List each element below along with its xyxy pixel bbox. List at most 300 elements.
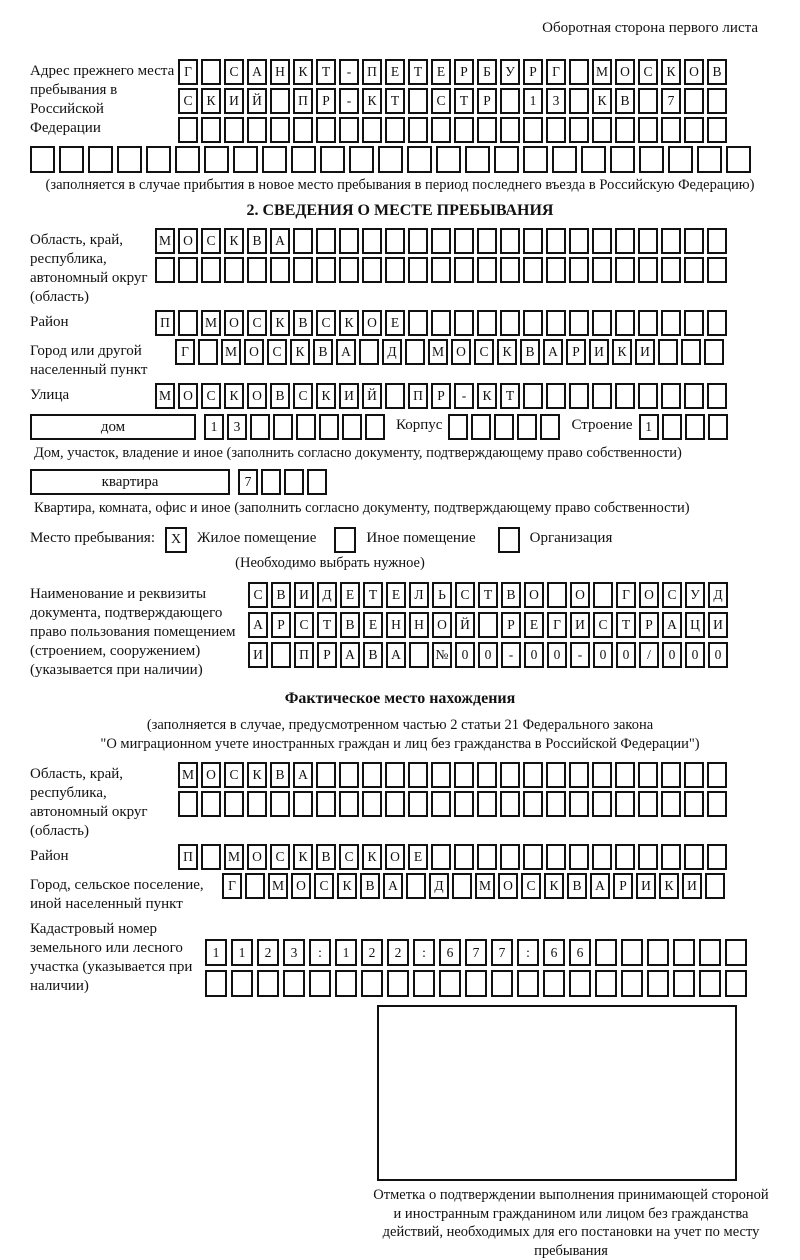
char-box[interactable]	[385, 228, 405, 254]
char-box[interactable]: Р	[523, 59, 543, 85]
char-box[interactable]: П	[294, 642, 314, 668]
char-box[interactable]: В	[313, 339, 333, 365]
char-box[interactable]: О	[247, 844, 267, 870]
char-box[interactable]	[615, 117, 635, 143]
char-box[interactable]	[271, 642, 291, 668]
char-box[interactable]: И	[636, 873, 656, 899]
char-box[interactable]	[178, 310, 198, 336]
char-box[interactable]: С	[178, 88, 198, 114]
char-box[interactable]: С	[474, 339, 494, 365]
char-box[interactable]: А	[662, 612, 682, 638]
char-box[interactable]	[684, 762, 704, 788]
char-box[interactable]: :	[413, 939, 435, 966]
char-box[interactable]	[500, 228, 520, 254]
char-box[interactable]: С	[270, 844, 290, 870]
char-box[interactable]	[684, 383, 704, 409]
char-box[interactable]	[592, 228, 612, 254]
char-box[interactable]	[658, 339, 678, 365]
char-box[interactable]	[339, 117, 359, 143]
char-box[interactable]	[569, 88, 589, 114]
char-box[interactable]: Д	[382, 339, 402, 365]
char-box[interactable]: Й	[362, 383, 382, 409]
char-box[interactable]: -	[501, 642, 521, 668]
char-box[interactable]: Д	[708, 582, 728, 608]
char-box[interactable]: Й	[247, 88, 267, 114]
char-box[interactable]: Г	[178, 59, 198, 85]
char-box[interactable]	[436, 146, 461, 173]
char-box[interactable]	[477, 791, 497, 817]
char-box[interactable]: 0	[662, 642, 682, 668]
char-box[interactable]	[178, 117, 198, 143]
char-box[interactable]: :	[309, 939, 331, 966]
char-box[interactable]: С	[224, 762, 244, 788]
char-box[interactable]	[638, 88, 658, 114]
char-box[interactable]: С	[314, 873, 334, 899]
char-box[interactable]	[245, 873, 265, 899]
char-box[interactable]	[431, 310, 451, 336]
char-box[interactable]	[408, 117, 428, 143]
char-box[interactable]: В	[360, 873, 380, 899]
char-box[interactable]	[431, 844, 451, 870]
char-box[interactable]	[339, 228, 359, 254]
char-box[interactable]	[523, 117, 543, 143]
char-box[interactable]: В	[567, 873, 587, 899]
char-box[interactable]	[581, 146, 606, 173]
char-box[interactable]	[523, 844, 543, 870]
char-box[interactable]	[362, 257, 382, 283]
char-box[interactable]: -	[339, 88, 359, 114]
char-box[interactable]: В	[340, 612, 360, 638]
char-box[interactable]: О	[247, 383, 267, 409]
char-box[interactable]: Н	[386, 612, 406, 638]
char-box[interactable]: О	[178, 228, 198, 254]
char-box[interactable]: Г	[547, 612, 567, 638]
char-box[interactable]	[270, 257, 290, 283]
char-box[interactable]	[546, 310, 566, 336]
char-box[interactable]	[378, 146, 403, 173]
char-box[interactable]: 0	[547, 642, 567, 668]
char-box[interactable]	[684, 844, 704, 870]
char-box[interactable]	[523, 228, 543, 254]
char-box[interactable]	[155, 257, 175, 283]
char-box[interactable]: В	[316, 844, 336, 870]
char-box[interactable]: К	[201, 88, 221, 114]
char-box[interactable]	[339, 762, 359, 788]
checkbox-residential[interactable]: X	[165, 527, 187, 553]
char-box[interactable]	[284, 469, 304, 495]
char-box[interactable]	[454, 844, 474, 870]
char-box[interactable]: М	[178, 762, 198, 788]
char-box[interactable]: П	[362, 59, 382, 85]
char-box[interactable]: С	[455, 582, 475, 608]
char-box[interactable]	[569, 383, 589, 409]
char-box[interactable]: Е	[524, 612, 544, 638]
char-box[interactable]	[621, 939, 643, 966]
char-box[interactable]: Т	[454, 88, 474, 114]
char-box[interactable]	[204, 146, 229, 173]
char-box[interactable]: Т	[363, 582, 383, 608]
char-box[interactable]: 3	[546, 88, 566, 114]
char-box[interactable]	[615, 310, 635, 336]
char-box[interactable]	[409, 642, 429, 668]
char-box[interactable]	[684, 791, 704, 817]
char-box[interactable]: С	[224, 59, 244, 85]
char-box[interactable]: В	[270, 383, 290, 409]
char-box[interactable]	[262, 146, 287, 173]
char-box[interactable]	[431, 791, 451, 817]
char-box[interactable]	[250, 414, 270, 440]
char-box[interactable]	[231, 970, 253, 997]
char-box[interactable]: П	[178, 844, 198, 870]
char-box[interactable]	[546, 791, 566, 817]
char-box[interactable]: 7	[491, 939, 513, 966]
char-box[interactable]: С	[248, 582, 268, 608]
char-box[interactable]: Г	[616, 582, 636, 608]
char-box[interactable]: В	[707, 59, 727, 85]
char-box[interactable]	[638, 310, 658, 336]
char-box[interactable]: И	[224, 88, 244, 114]
char-box[interactable]	[725, 970, 747, 997]
char-box[interactable]	[661, 117, 681, 143]
char-box[interactable]: С	[267, 339, 287, 365]
char-box[interactable]: В	[363, 642, 383, 668]
char-box[interactable]: В	[615, 88, 635, 114]
char-box[interactable]	[684, 310, 704, 336]
char-box[interactable]	[517, 414, 537, 440]
char-box[interactable]	[320, 146, 345, 173]
char-box[interactable]	[523, 146, 548, 173]
char-box[interactable]: Г	[222, 873, 242, 899]
char-box[interactable]: П	[293, 88, 313, 114]
char-box[interactable]: О	[524, 582, 544, 608]
checkbox-organization[interactable]	[498, 527, 520, 553]
char-box[interactable]	[201, 257, 221, 283]
char-box[interactable]: Г	[175, 339, 195, 365]
char-box[interactable]	[569, 59, 589, 85]
char-box[interactable]	[224, 117, 244, 143]
char-box[interactable]: О	[432, 612, 452, 638]
char-box[interactable]: В	[293, 310, 313, 336]
char-box[interactable]	[270, 791, 290, 817]
char-box[interactable]: Е	[386, 582, 406, 608]
char-box[interactable]	[500, 117, 520, 143]
char-box[interactable]	[335, 970, 357, 997]
char-box[interactable]: М	[221, 339, 241, 365]
char-box[interactable]: К	[337, 873, 357, 899]
char-box[interactable]	[569, 228, 589, 254]
char-box[interactable]	[500, 257, 520, 283]
char-box[interactable]	[523, 383, 543, 409]
char-box[interactable]	[638, 844, 658, 870]
char-box[interactable]	[523, 310, 543, 336]
char-box[interactable]	[500, 762, 520, 788]
char-box[interactable]: К	[316, 383, 336, 409]
char-box[interactable]	[359, 339, 379, 365]
char-box[interactable]	[543, 970, 565, 997]
char-box[interactable]	[309, 970, 331, 997]
char-box[interactable]	[638, 228, 658, 254]
char-box[interactable]: К	[659, 873, 679, 899]
char-box[interactable]: Р	[613, 873, 633, 899]
char-box[interactable]: К	[497, 339, 517, 365]
char-box[interactable]	[175, 146, 200, 173]
char-box[interactable]: Б	[477, 59, 497, 85]
char-box[interactable]: Р	[566, 339, 586, 365]
char-box[interactable]: Т	[408, 59, 428, 85]
char-box[interactable]	[638, 383, 658, 409]
char-box[interactable]	[349, 146, 374, 173]
char-box[interactable]: К	[224, 383, 244, 409]
char-box[interactable]	[477, 117, 497, 143]
char-box[interactable]	[385, 117, 405, 143]
char-box[interactable]	[283, 970, 305, 997]
char-box[interactable]	[668, 146, 693, 173]
char-box[interactable]	[523, 791, 543, 817]
char-box[interactable]	[707, 257, 727, 283]
char-box[interactable]: К	[477, 383, 497, 409]
char-box[interactable]: С	[201, 383, 221, 409]
char-box[interactable]: А	[336, 339, 356, 365]
char-box[interactable]: Т	[316, 59, 336, 85]
char-box[interactable]	[431, 762, 451, 788]
char-box[interactable]	[595, 970, 617, 997]
char-box[interactable]	[406, 873, 426, 899]
char-box[interactable]: М	[224, 844, 244, 870]
char-box[interactable]: О	[498, 873, 518, 899]
char-box[interactable]: 1	[639, 414, 659, 440]
char-box[interactable]: И	[248, 642, 268, 668]
char-box[interactable]: К	[270, 310, 290, 336]
char-box[interactable]: Р	[317, 642, 337, 668]
char-box[interactable]	[362, 117, 382, 143]
char-box[interactable]	[615, 762, 635, 788]
char-box[interactable]	[452, 873, 472, 899]
char-box[interactable]	[661, 228, 681, 254]
char-box[interactable]: 0	[708, 642, 728, 668]
char-box[interactable]	[361, 970, 383, 997]
char-box[interactable]: Р	[501, 612, 521, 638]
char-box[interactable]: Т	[317, 612, 337, 638]
char-box[interactable]	[477, 228, 497, 254]
char-box[interactable]	[705, 873, 725, 899]
char-box[interactable]	[661, 383, 681, 409]
char-box[interactable]	[465, 146, 490, 173]
char-box[interactable]	[569, 762, 589, 788]
char-box[interactable]	[407, 146, 432, 173]
char-box[interactable]: Р	[477, 88, 497, 114]
char-box[interactable]	[592, 791, 612, 817]
char-box[interactable]	[704, 339, 724, 365]
char-box[interactable]	[569, 791, 589, 817]
char-box[interactable]: Е	[340, 582, 360, 608]
char-box[interactable]: Т	[478, 582, 498, 608]
char-box[interactable]: Р	[271, 612, 291, 638]
char-box[interactable]	[316, 257, 336, 283]
char-box[interactable]	[621, 970, 643, 997]
char-box[interactable]: С	[521, 873, 541, 899]
char-box[interactable]	[707, 383, 727, 409]
char-box[interactable]: К	[293, 59, 313, 85]
char-box[interactable]	[316, 791, 336, 817]
char-box[interactable]	[661, 791, 681, 817]
char-box[interactable]: 2	[387, 939, 409, 966]
char-box[interactable]	[465, 970, 487, 997]
char-box[interactable]	[707, 791, 727, 817]
char-box[interactable]	[684, 228, 704, 254]
char-box[interactable]: О	[224, 310, 244, 336]
char-box[interactable]: А	[293, 762, 313, 788]
char-box[interactable]: М	[428, 339, 448, 365]
char-box[interactable]	[546, 117, 566, 143]
char-box[interactable]	[707, 844, 727, 870]
char-box[interactable]: 1	[204, 414, 224, 440]
char-box[interactable]: 1	[523, 88, 543, 114]
char-box[interactable]	[615, 791, 635, 817]
char-box[interactable]: М	[155, 228, 175, 254]
char-box[interactable]	[500, 310, 520, 336]
char-box[interactable]: И	[339, 383, 359, 409]
char-box[interactable]	[517, 970, 539, 997]
char-box[interactable]	[707, 762, 727, 788]
char-box[interactable]: О	[178, 383, 198, 409]
char-box[interactable]	[316, 228, 336, 254]
char-box[interactable]: Т	[385, 88, 405, 114]
char-box[interactable]	[471, 414, 491, 440]
char-box[interactable]	[454, 762, 474, 788]
char-box[interactable]: С	[293, 383, 313, 409]
char-box[interactable]: С	[638, 59, 658, 85]
char-box[interactable]: И	[708, 612, 728, 638]
char-box[interactable]: Р	[454, 59, 474, 85]
char-box[interactable]: -	[339, 59, 359, 85]
char-box[interactable]: У	[500, 59, 520, 85]
char-box[interactable]: С	[662, 582, 682, 608]
char-box[interactable]	[59, 146, 84, 173]
char-box[interactable]: И	[589, 339, 609, 365]
char-box[interactable]: А	[270, 228, 290, 254]
char-box[interactable]	[673, 970, 695, 997]
char-box[interactable]: 7	[238, 469, 258, 495]
char-box[interactable]: М	[475, 873, 495, 899]
char-box[interactable]: О	[615, 59, 635, 85]
char-box[interactable]	[547, 582, 567, 608]
char-box[interactable]	[494, 414, 514, 440]
char-box[interactable]: -	[454, 383, 474, 409]
char-box[interactable]: 0	[593, 642, 613, 668]
char-box[interactable]: О	[244, 339, 264, 365]
char-box[interactable]: Д	[429, 873, 449, 899]
char-box[interactable]: 2	[361, 939, 383, 966]
char-box[interactable]: О	[684, 59, 704, 85]
char-box[interactable]: И	[635, 339, 655, 365]
char-box[interactable]: К	[362, 844, 382, 870]
char-box[interactable]	[639, 146, 664, 173]
char-box[interactable]	[178, 257, 198, 283]
char-box[interactable]	[408, 791, 428, 817]
char-box[interactable]: Р	[316, 88, 336, 114]
char-box[interactable]	[491, 970, 513, 997]
char-box[interactable]: В	[520, 339, 540, 365]
char-box[interactable]: Н	[270, 59, 290, 85]
char-box[interactable]	[500, 791, 520, 817]
char-box[interactable]: 6	[439, 939, 461, 966]
char-box[interactable]	[247, 117, 267, 143]
char-box[interactable]	[198, 339, 218, 365]
char-box[interactable]: С	[339, 844, 359, 870]
char-box[interactable]: А	[247, 59, 267, 85]
char-box[interactable]	[569, 844, 589, 870]
char-box[interactable]	[638, 257, 658, 283]
char-box[interactable]	[684, 257, 704, 283]
char-box[interactable]	[477, 844, 497, 870]
char-box[interactable]: К	[544, 873, 564, 899]
char-box[interactable]	[684, 88, 704, 114]
char-box[interactable]: С	[201, 228, 221, 254]
char-box[interactable]: Р	[431, 383, 451, 409]
char-box[interactable]	[615, 383, 635, 409]
char-box[interactable]	[408, 257, 428, 283]
char-box[interactable]	[257, 970, 279, 997]
char-box[interactable]	[293, 117, 313, 143]
char-box[interactable]	[661, 257, 681, 283]
char-box[interactable]: Ь	[432, 582, 452, 608]
char-box[interactable]: В	[271, 582, 291, 608]
char-box[interactable]: Ц	[685, 612, 705, 638]
char-box[interactable]	[408, 762, 428, 788]
char-box[interactable]: О	[385, 844, 405, 870]
char-box[interactable]: Т	[616, 612, 636, 638]
char-box[interactable]: Е	[363, 612, 383, 638]
char-box[interactable]: 1	[335, 939, 357, 966]
char-box[interactable]	[385, 762, 405, 788]
char-box[interactable]: В	[247, 228, 267, 254]
char-box[interactable]	[293, 257, 313, 283]
char-box[interactable]: К	[592, 88, 612, 114]
char-box[interactable]	[316, 762, 336, 788]
char-box[interactable]	[697, 146, 722, 173]
char-box[interactable]	[247, 257, 267, 283]
char-box[interactable]	[699, 970, 721, 997]
char-box[interactable]	[270, 88, 290, 114]
char-box[interactable]	[339, 257, 359, 283]
char-box[interactable]: К	[293, 844, 313, 870]
char-box[interactable]	[647, 939, 669, 966]
char-box[interactable]: А	[340, 642, 360, 668]
char-box[interactable]	[592, 310, 612, 336]
char-box[interactable]: -	[570, 642, 590, 668]
char-box[interactable]	[615, 844, 635, 870]
char-box[interactable]: М	[201, 310, 221, 336]
char-box[interactable]: А	[543, 339, 563, 365]
char-box[interactable]: К	[247, 762, 267, 788]
char-box[interactable]	[552, 146, 577, 173]
char-box[interactable]	[593, 582, 613, 608]
char-box[interactable]	[205, 970, 227, 997]
char-box[interactable]	[405, 339, 425, 365]
char-box[interactable]: П	[408, 383, 428, 409]
char-box[interactable]: В	[270, 762, 290, 788]
char-box[interactable]: Т	[500, 383, 520, 409]
char-box[interactable]: Н	[409, 612, 429, 638]
char-box[interactable]: Д	[317, 582, 337, 608]
char-box[interactable]	[413, 970, 435, 997]
char-box[interactable]: 2	[257, 939, 279, 966]
char-box[interactable]	[707, 228, 727, 254]
char-box[interactable]	[615, 257, 635, 283]
char-box[interactable]	[592, 257, 612, 283]
char-box[interactable]: 6	[543, 939, 565, 966]
char-box[interactable]	[546, 844, 566, 870]
